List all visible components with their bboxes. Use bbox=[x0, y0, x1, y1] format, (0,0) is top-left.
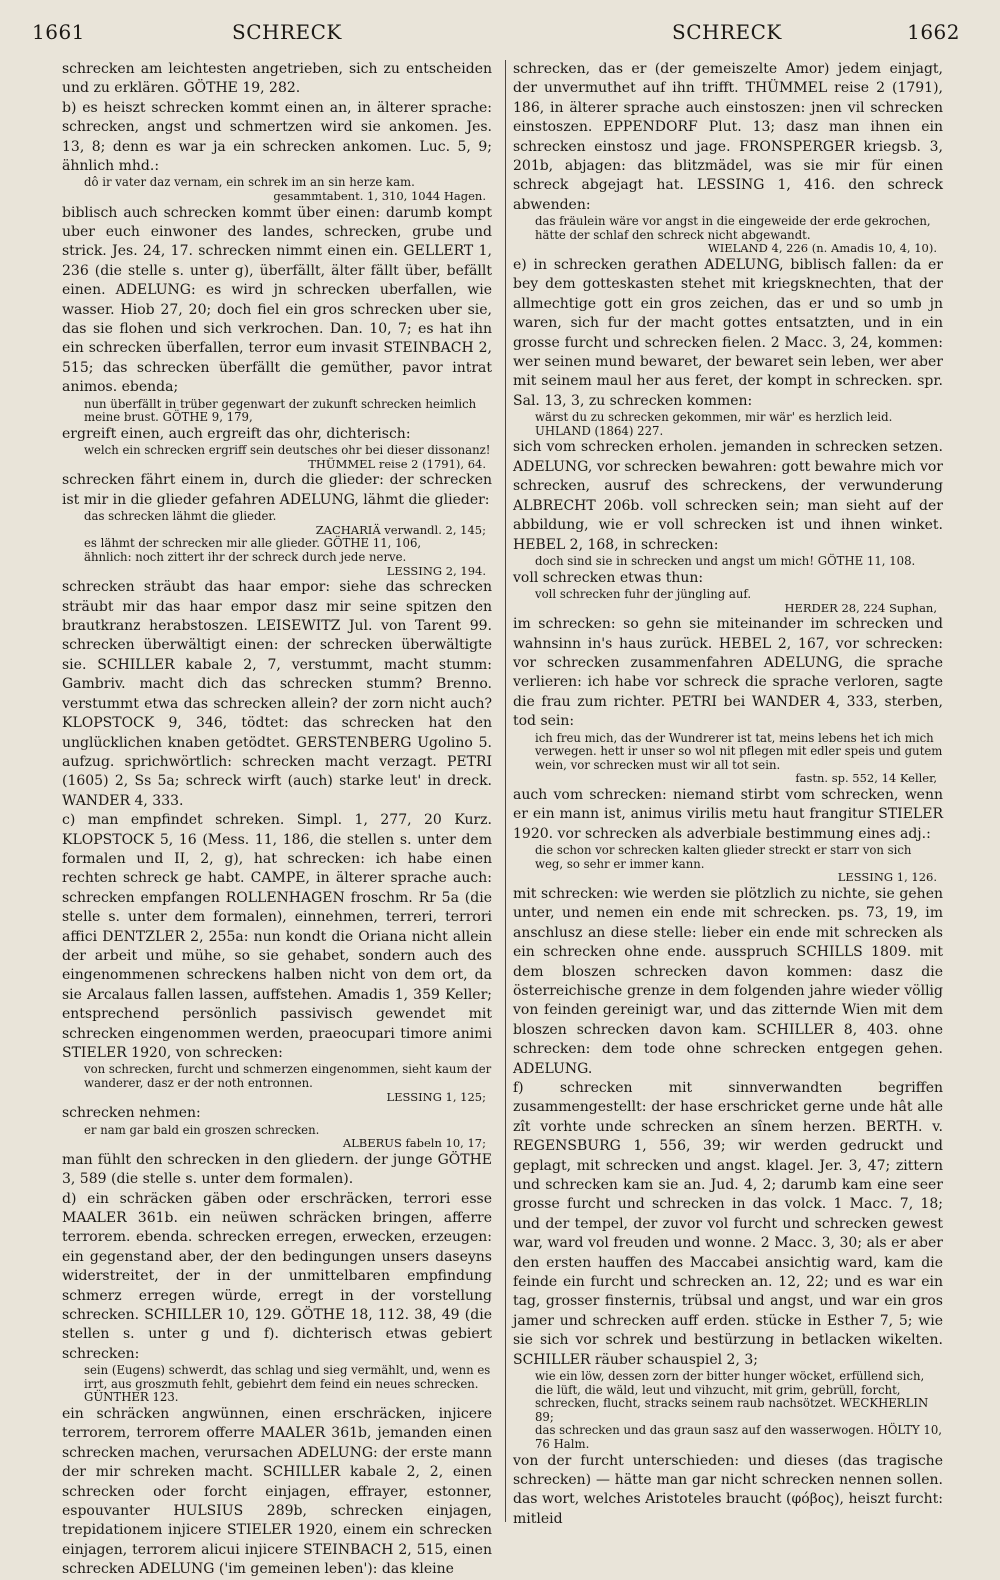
entry-paragraph: c) man empfindet schreken. Simpl. 1, 277, 20 Kurz. KLOPSTOCK 5, 16 (Mess. 11, 186, die stellen s. unter dem formalen und II, 2, g), hat schrecken: ich habe einen rechten schreck ge habt. CAMPE, in älterer sprache auch: schrecken empfangen ROLLENHAGEN froschm. Rr 5a (die stelle s. unter dem formalen), einnehmen, terreri, terrori affici DENTZLER 2, 255a: nun kondt die Oriana nicht allein der arbeit und mühe, so sie gehabet, sondern auch des eingenommenen schreckens halben nicht von dem ort, da sie Arcalaus fallen lassen, auffstehen. Amadis 1, 359 Keller; entsprechend persönlich passivisch gewendet mit schrecken eingenommen werden, praeocupari timore animi STIELER 1920, von schrecken: bbox=[62, 812, 492, 1061]
quotation: die schon vor schrecken kalten glieder streckt er starr von sich weg, so sehr er immer kann. bbox=[535, 843, 912, 871]
entry-paragraph: ergreift einen, auch ergreift das ohr, dichterisch: bbox=[62, 425, 411, 442]
entry-paragraph: von der furcht unterschieden: und dieses (das tragische schrecken) — hätte man gar nicht schrecken nennen sollen. das wort, welches Aristoteles braucht (φόβος), heiszt furcht: mitleid bbox=[513, 1452, 943, 1527]
quotation: das fräulein wäre vor angst in die eingeweide der erde gekrochen, hätte der schlaf den schreck nicht abgewandt. bbox=[535, 214, 931, 242]
entry-paragraph: biblisch auch schrecken kommt über einen: darumb kompt uber euch einwoner des landes, schrecken, grube und strick. Jes. 24, 17. schrecken nimmt einen ein. GELLERT 1, 236 (die stelle s. unter g), überfällt, älter fällt über, befällt einen. ADELUNG: es wird jn schrecken uberfallen, wie wasser. Hiob 27, 20; doch fiel ein gros schrecken uber sie, das sie flohen und sich verkrochen. Dan. 10, 7; es hat ihn ein schrecken überfallen, terror eum invasit STEINBACH 2, 515; das schrecken überfällt die gemüther, pavor intrat animos. ebenda; bbox=[62, 204, 492, 396]
left-page-number: 1661 bbox=[32, 20, 85, 44]
entry-paragraph: schrecken nehmen: bbox=[62, 1105, 201, 1122]
entry-paragraph: schrecken fährt einem in, durch die glieder: der schrecken ist mir in die glieder gefahren ADELUNG, lähmt die glieder: bbox=[62, 472, 492, 508]
citation-source: LESSING 1, 126. bbox=[837, 870, 937, 885]
quotation: das schrecken lähmt die glieder. bbox=[84, 509, 277, 524]
entry-paragraph: im schrecken: so gehn sie miteinander im schrecken und wahnsinn in's haus zurück. HEBEL 2, 167, vor schrecken: vor schrecken zusammenfahren ADELUNG, die sprache verlieren: ich habe vor schreck die sprache verloren, sagte die frau zum richter. PETRI bei WANDER 4, 333, sterben, tod sein: bbox=[513, 616, 943, 730]
entry-paragraph: sich vom schrecken erholen. jemanden in schrecken setzen. ADELUNG, vor schrecken bewahren: gott bewahre mich vor schrecken, ausruf des schreckens, der verwunderung ALBRECHT 206b. voll schrecken sein; man sieht auf der abbildung, wie er voll schrecken ist und ihnen winket. HEBEL 2, 168, in schrecken: bbox=[513, 439, 943, 553]
entry-paragraph: man fühlt den schrecken in den gliedern. der junge GÖTHE 3, 589 (die stelle s. unter dem formalen). bbox=[62, 1151, 492, 1188]
citation-source: LESSING 1, 125; bbox=[386, 1089, 486, 1104]
entry-paragraph: b) es heiszt schrecken kommt einen an, in älterer sprache: schrecken, angst und schmertzen wird sie ankomen. Jes. 13, 8; denn es war ja ein schrecken ankomen. Luc. 5, 9; ähnlich mhd.: bbox=[62, 99, 492, 175]
citation-source: LESSING 2, 194. bbox=[386, 563, 486, 578]
left-column bbox=[62, 60, 492, 1580]
quotation: es lähmt der schrecken mir alle glieder. GÖTHE 11, 106, bbox=[84, 536, 422, 551]
right-column bbox=[513, 60, 943, 1529]
quotation: dô ir vater daz vernam, ein schrek im an sin herze kam. bbox=[84, 175, 415, 190]
entry-paragraph: auch vom schrecken: niemand stirbt vom schrecken, wenn er ein mann ist, animus virilis metu haut frangitur STIELER 1920. vor schrecken als adverbiale bestimmung eines adj.: bbox=[513, 786, 943, 842]
entry-paragraph: schrecken, das er (der gemeiszelte Amor) jedem einjagt, der unvermuthet auf ihn trifft. THÜMMEL reise 2 (1791), 186, in älterer sprache auch einstoszen: jnen vil schrecken einstoszen. EPPENDORF Plut. 13; dasz man ihnen ein schrecken einstosz und jage. FRONSPERGER kriegsb. 3, 201b, abjagen: das blitzmädel, was sie mir für einen schreck abgejagt hat. LESSING 1, 416. den schreck abwenden: bbox=[513, 61, 943, 213]
quotation: voll schrecken fuhr der jüngling auf. bbox=[535, 586, 752, 601]
entry-paragraph: schrecken sträubt das haar empor: siehe das schrecken sträubt mir das haar empor dasz mir seine spitzen den brautkranz herabstoszen. LEISEWITZ Jul. von Tarent 99. schrecken überwältigt einen: der schrecken überwältigte sie. SCHILLER kabale 2, 7, verstummt, macht stumm: Gambriv. macht dich das schrecken stumm? Brenno. verstummt etwa das schrecken allein? der zorn nicht auch? KLOPSTOCK 9, 346, tödtet: das schrecken hat den unglücklichen knaben getödtet. GERSTENBERG Ugolino 5. aufzug. sprichwörtlich: schrecken macht verzagt. PETRI (1605) 2, Ss 5a; schreck wirft (auch) starke leut' in dreck. WANDER 4, 333. bbox=[62, 579, 492, 809]
entry-paragraph: d) ein schräcken gäben oder erschräcken, terrori esse MAALER 361b. ein neüwen schräcken bringen, afferre terrorem. ebenda. schrecken erregen, erwecken, erzeugen: ein gegenstand aber, der den bedingungen unsers daseyns widerstreitet, der in der unmittelbaren empfindung schmerz erregen würde, erregt in der vorstellung schrecken. SCHILLER 10, 129. GÖTHE 18, 112. 38, 49 (die stellen s. unter g und f). dichterisch etwas gebiert schrecken: bbox=[62, 1190, 492, 1362]
quotation: wärst du zu schrecken gekommen, mir wär' es herzlich leid. UHLAND (1864) 227. bbox=[535, 410, 893, 438]
entry-paragraph: e) in schrecken gerathen ADELUNG, biblisch fallen: da er bey dem gotteskasten stehet mit kriegsknechten, that der allmechtige gott ein gros zeichen, das er und so umb jn waren, sich fur der macht gottes entsatzten, und in ein grosse furcht und schrecken fielen. 2 Macc. 3, 24, kommen: wer seinen mund bewaret, der bewaret sein leben, wer aber mit seinem maul her aus feret, der kompt in schrecken. spr. Sal. 13, 3, zu schrecken kommen: bbox=[513, 257, 943, 409]
citation-source: gesammtabent. 1, 310, 1044 Hagen. bbox=[273, 189, 486, 204]
citation-source: HERDER 28, 224 Suphan, bbox=[784, 600, 937, 615]
entry-paragraph: mit schrecken: wie werden sie plötzlich zu nichte, sie gehen unter, und nemen ein ende mit schrecken. ps. 73, 19, im anschlusz an diese stelle: lieber ein ende mit schrecken als ein schrecken ohne ende. ausspruch SCHILLS 1809. mit dem bloszen schrecken davon kommen: dasz die österreichische grenze in dem folgenden jahre wieder völlig von feinden gereinigt war, und das zitternde Wien mit dem bloszen schrecken davon kam. SCHILLER 8, 403. ohne schrecken: dem tode ohne schrecken entgegen gehen. ADELUNG. bbox=[513, 885, 943, 1077]
quotation: wie ein löw, dessen zorn der bitter hunger wöcket, erfüllend sich, die lüft, die wäld, leut und vihzucht, mit grim, gebrüll, forcht, schrecken, flucht, stracks seinem raub nachsötzet. WECKHERLIN 89; bbox=[535, 1369, 929, 1424]
entry-paragraph: voll schrecken etwas thun: bbox=[513, 569, 704, 586]
citation-source: WIELAND 4, 226 (n. Amadis 10, 4, 10). bbox=[707, 241, 937, 256]
citation-source: ALBERUS fabeln 10, 17; bbox=[342, 1136, 486, 1151]
quotation: er nam gar bald ein groszen schrecken. bbox=[84, 1122, 320, 1137]
citation-source: ZACHARIÄ verwandl. 2, 145; bbox=[315, 522, 486, 537]
right-page-number: 1662 bbox=[907, 20, 960, 44]
quotation: nun überfällt in trüber gegenwart der zukunft schrecken heimlich meine brust. GÖTHE 9, 179, bbox=[84, 396, 477, 425]
quotation: welch ein schrecken ergriff sein deutsches ohr bei dieser dissonanz! bbox=[84, 443, 491, 458]
entry-paragraph: schrecken am leichtesten angetrieben, sich zu entscheiden und zu erklären. GÖTHE 19, 282. bbox=[62, 61, 492, 97]
citation-source: THÜMMEL reise 2 (1791), 64. bbox=[308, 456, 486, 471]
entry-paragraph: f) schrecken mit sinnverwandten begriffen zusammengestellt: der hase erschricket gerne unde hât alle zît vorhte unde schrecken an sînem herzen. BERTH. v. REGENSBURG 1, 556, 39; wir werden gedruckt und geplagt, mit schrecken und angst. klagel. Jer. 3, 47; zittern und schrecken kam sie an. Jud. 4, 2; darumb kam eine seer grosse furcht und schrecken in das volck. 1 Macc. 7, 18; und der tempel, der zuvor vol furcht und schrecken gewest war, ward vol freuden und wonne. 2 Macc. 3, 30; als er aber den ersten hauffen des Maccabei ansichtig ward, kam die feinde ein furcht und schrecken an. 12, 22; und es war ein tag, grosser finsternis, trübsal und angst, und war ein gros jamer und schrecken auff erden. stücke in Esther 7, 5; wie sie sich vor schrek und bestürzung in betlacken wikelten. SCHILLER räuber schauspiel 2, 3; bbox=[513, 1079, 943, 1368]
citation-source: fastn. sp. 552, 14 Keller, bbox=[795, 771, 937, 786]
quotation: von schrecken, furcht und schmerzen eingenommen, sieht kaum der wanderer, dasz er der noth entronnen. bbox=[84, 1062, 492, 1090]
column-divider bbox=[505, 60, 506, 1522]
quotation: sein (Eugens) schwerdt, das schlag und sieg vermählt, und, wenn es irrt, aus groszmuth fehlt, gebiehrt dem feind ein neues schrecken. GÜNTHER 123. bbox=[84, 1363, 491, 1405]
quotation: das schrecken und das graun sasz auf den wasserwogen. HÖLTY 10, 76 Halm. bbox=[535, 1423, 943, 1452]
entry-paragraph: ein schräcken angwünnen, einen erschräcken, injicere terrorem, terrorem offerre MAALER 361b, jemanden einen schrecken machen, verursachen ADELUNG: der erste mann der mir schreken macht. SCHILLER kabale 2, 2, einen schrecken oder forcht einjagen, effrayer, estonner, espouvanter HULSIUS 289b, schrecken einjagen, trepidationem injicere STIELER 1920, einem ein schrecken einjagen, terrorem alicui injicere STEINBACH 2, 515, einen schrecken ADELUNG ('im gemeinen leben'): das kleine bbox=[62, 1406, 492, 1578]
right-running-title: SCHRECK bbox=[672, 20, 782, 44]
quotation: doch sind sie in schrecken und angst um mich! GÖTHE 11, 108. bbox=[535, 553, 916, 568]
quotation: ich freu mich, das der Wundrerer ist tat, meins lebens het ich mich verwegen. hett ir unser so wol nit pflegen mit edler speis und gutem wein, vor schrecken must wir all tot sein. bbox=[535, 730, 943, 772]
quotation: ähnlich: noch zittert ihr der schreck durch jede nerve. bbox=[84, 550, 407, 565]
left-running-title: SCHRECK bbox=[232, 20, 342, 44]
